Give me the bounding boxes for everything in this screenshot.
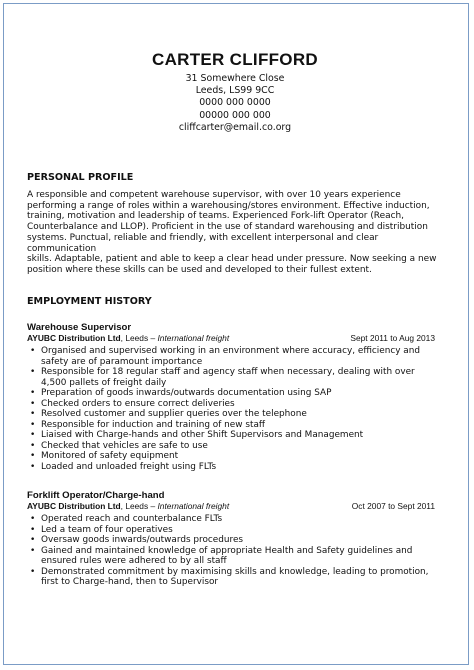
bullet-icon: • [30, 367, 36, 378]
bullet-icon: • [30, 409, 36, 420]
employer-line [27, 333, 439, 343]
duty-item: • Preparation of goods inwards/outwards documentation using SAP [30, 388, 332, 399]
company-location: , Leeds – [120, 501, 158, 511]
phone-number-1: 0000 000 0000 [199, 97, 271, 109]
company-sector: International freight [157, 501, 230, 511]
job-title: Forklift Operator/Charge-hand [27, 490, 165, 501]
bullet-icon: • [30, 346, 36, 356]
company-location: , Leeds – [120, 333, 158, 343]
profile-line: training, motivation and leadership of teams. Experienced Fork-lift Operator (Reach, [27, 211, 405, 222]
bullet-icon: • [30, 545, 36, 556]
duties-list [27, 346, 439, 473]
phone-number-2: 00000 000 000 [199, 109, 271, 121]
duty-item: • Responsible for induction and training of new staff [30, 419, 266, 430]
cv-document [25, 50, 445, 588]
duty-item: • Led a team of four operatives [30, 524, 173, 535]
job-title: Warehouse Supervisor [27, 322, 132, 333]
employer [27, 501, 229, 511]
duty-item: • Resolved customer and supplier queries over the telephone [30, 409, 307, 420]
job-entry [27, 490, 439, 588]
bullet-icon: • [30, 388, 36, 399]
profile-line: Counterbalance and LLOP). Proficient in the use of standard warehousing and distribution [27, 222, 428, 233]
bullet-icon: • [30, 440, 36, 451]
company-name: AYUBC Distribution Ltd [27, 333, 121, 343]
job-dates: Oct 2007 to Sept 2011 [351, 501, 435, 511]
personal-profile-text [27, 190, 437, 276]
profile-line: systems. Punctual, reliable and friendly, with excellent interpersonal and clear communication [27, 232, 379, 254]
bullet-icon: • [30, 430, 36, 441]
duties-list [27, 514, 439, 588]
duty-item: • Liaised with Charge-hands and other Shift Supervisors and Management [30, 430, 364, 441]
bullet-icon: • [30, 398, 36, 409]
employment-history-heading: EMPLOYMENT HISTORY [27, 296, 152, 307]
company-sector: International freight [157, 333, 230, 343]
profile-line: A responsible and competent warehouse supervisor, with over 10 years experience [27, 190, 401, 200]
bullet-icon: • [30, 451, 36, 462]
email-address: cliffcarter@email.co.org [178, 121, 292, 133]
duty-item: • Demonstrated commitment by maximising skills and knowledge, leading to promotion, first to Charge-hand, then to Supervisor [30, 566, 429, 588]
duty-item: • Responsible for 18 regular staff and agency staff when necessary, dealing with over 4,500 pallets of freight daily [30, 367, 415, 388]
address-line-2: Leeds, LS99 9CC [195, 85, 275, 97]
employer-line [27, 501, 439, 511]
profile-line: position where these skills can be used and developed to their fullest extent. [27, 264, 372, 275]
candidate-name: CARTER CLIFFORD [152, 50, 318, 69]
duty-item: • Operated reach and counterbalance FLTs [30, 514, 223, 524]
profile-line: performing a range of roles within a warehousing/stores environment. Effective induction, [27, 200, 430, 211]
bullet-icon: • [30, 566, 36, 577]
bullet-icon: • [30, 535, 36, 546]
bullet-icon: • [30, 514, 36, 524]
address-line-1: 31 Somewhere Close [185, 73, 285, 84]
duty-item: • Oversaw goods inwards/outwards procedures [30, 535, 244, 546]
bullet-icon: • [30, 462, 36, 473]
duty-item: • Checked that vehicles are safe to use [30, 440, 208, 451]
company-name: AYUBC Distribution Ltd [27, 501, 121, 511]
duty-item: • Organised and supervised working in an environment where accuracy, efficiency and safety are of paramount importance [30, 346, 420, 367]
bullet-icon: • [30, 524, 36, 535]
profile-line: skills. Adaptable, patient and able to keep a clear head under pressure. Now seeking a new [27, 254, 437, 265]
contact-block [25, 73, 445, 134]
bullet-icon: • [30, 419, 36, 430]
duty-item: • Checked orders to ensure correct deliveries [30, 398, 235, 409]
personal-profile-heading: PERSONAL PROFILE [27, 172, 134, 183]
duty-item: • Monitored of safety equipment [30, 451, 179, 462]
job-dates: Sept 2011 to Aug 2013 [350, 333, 435, 343]
duty-item: • Gained and maintained knowledge of appropriate Health and Safety guidelines and ensured rules were adhered to by all staff [30, 545, 413, 567]
employer [27, 333, 229, 343]
job-entry [27, 322, 439, 473]
duty-item: • Loaded and unloaded freight using FLTs [30, 462, 217, 473]
